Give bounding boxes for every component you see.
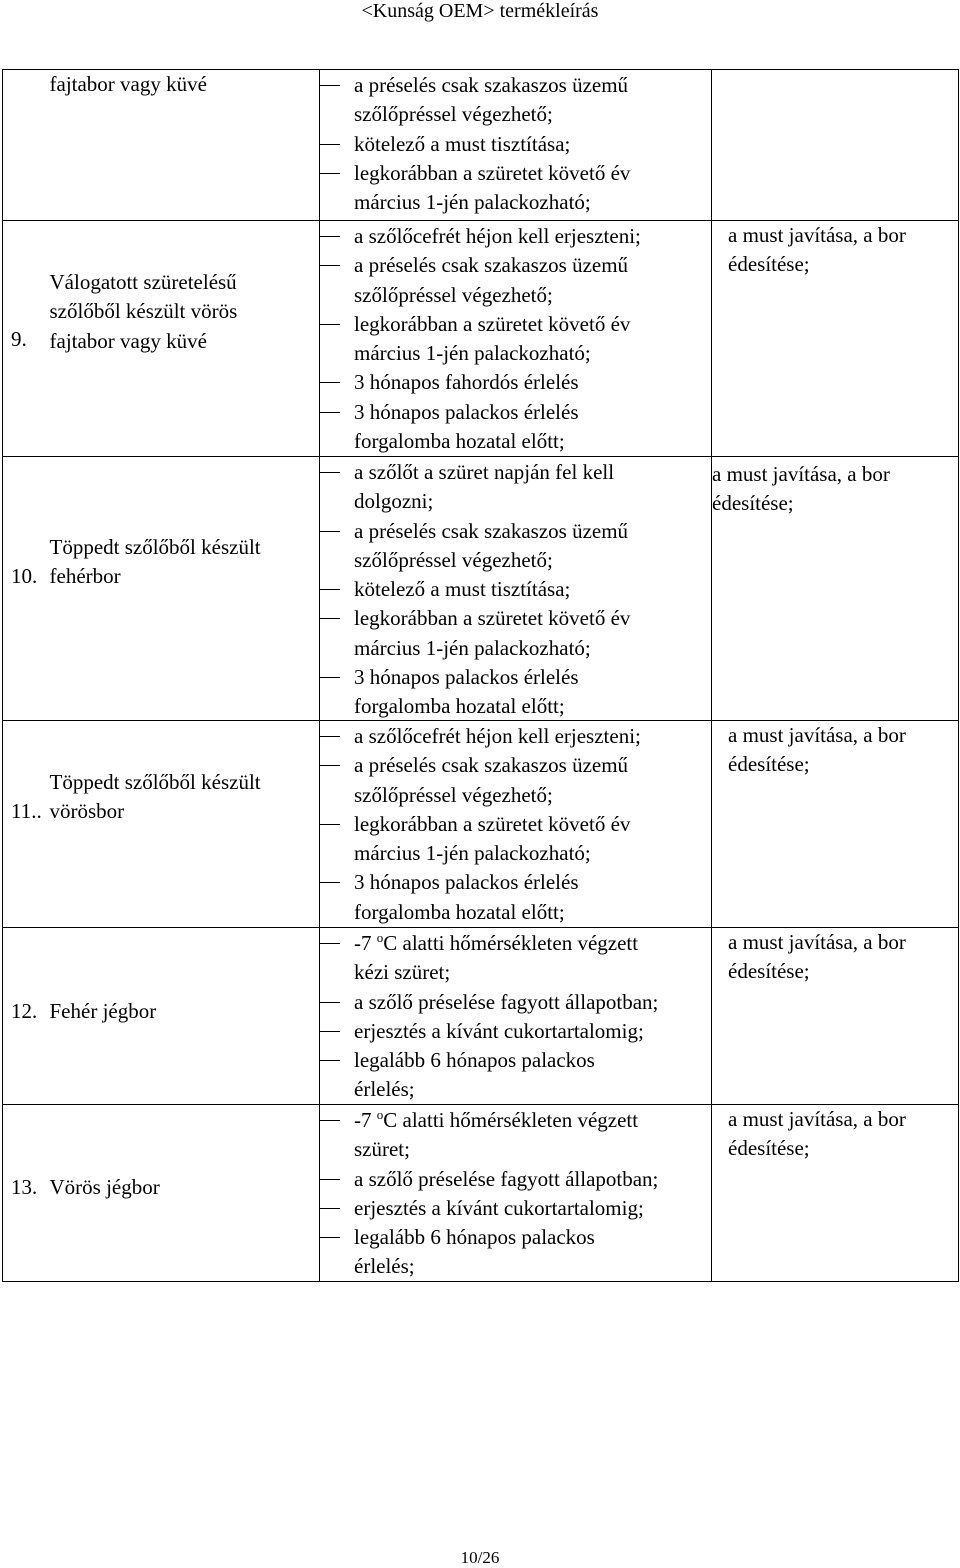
requirement-item — [320, 751, 711, 810]
requirement-line: a szőlő préselése fagyott állapotban; — [354, 989, 659, 1014]
requirements-list — [320, 929, 711, 1105]
list-dash-icon — [320, 677, 340, 678]
requirement-item — [320, 1165, 711, 1194]
row-number: 9. — [11, 327, 27, 351]
requirement-line: kézi szüret; — [354, 960, 451, 985]
list-dash-icon — [320, 1031, 340, 1032]
allowed-treatments-cell — [712, 457, 959, 721]
requirement-item — [320, 251, 711, 310]
treatment-line: a must javítása, a bor — [728, 930, 906, 954]
row-number: 11.. — [11, 799, 42, 823]
requirement-item — [320, 222, 711, 251]
wine-name-line: Fehér jégbor — [49, 999, 157, 1023]
row-number: 12. — [11, 999, 38, 1023]
requirement-item — [320, 368, 711, 397]
requirements-list — [320, 458, 711, 722]
requirement-line: a szőlőcefrét héjon kell erjeszteni; — [354, 224, 641, 248]
requirement-line: a szőlő préselése fagyott állapotban; — [354, 1166, 659, 1191]
list-dash-icon — [320, 824, 340, 825]
page-header: <Kunság OEM> termékleírás — [361, 0, 599, 22]
table-row — [3, 928, 959, 1105]
requirement-line: szőlőpréssel végezhető; — [354, 282, 553, 307]
list-dash-icon — [320, 472, 340, 473]
requirement-item — [320, 517, 711, 576]
list-dash-icon — [320, 1120, 340, 1121]
requirement-line: március 1-jén palackozható; — [354, 635, 591, 660]
requirement-line: legkorábban a szüretet követő év — [354, 811, 631, 836]
list-dash-icon — [320, 531, 340, 532]
requirement-item — [320, 575, 711, 604]
requirement-item — [320, 663, 711, 722]
requirement-line: 3 hónapos fahordós érlelés — [354, 370, 579, 395]
requirement-item — [320, 988, 711, 1017]
requirement-line: szőlőpréssel végezhető; — [354, 547, 553, 572]
requirement-line: kötelező a must tisztítása; — [354, 577, 571, 602]
temperature-value: -7 — [354, 1108, 372, 1132]
requirement-line: legkorábban a szüretet követő év — [354, 311, 631, 336]
requirement-line: 3 hónapos palackos érlelés — [354, 665, 579, 690]
wine-name-line: Töppedt szőlőből készült — [49, 535, 261, 559]
list-dash-icon — [320, 1208, 340, 1209]
requirements-list — [320, 1106, 711, 1282]
list-dash-icon — [320, 324, 340, 325]
requirement-line: szőlőpréssel végezhető; — [354, 102, 553, 127]
requirements-list — [320, 222, 711, 456]
degree-sign: o — [376, 930, 384, 945]
requirements-cell — [320, 70, 712, 221]
requirement-line: dolgozni; — [354, 489, 434, 514]
requirement-line — [354, 1106, 711, 1135]
table-row — [3, 1105, 959, 1282]
requirement-item — [320, 810, 711, 869]
requirement-item — [320, 722, 711, 751]
row-number-cell — [3, 928, 48, 1105]
page-number: 10/26 — [460, 1548, 500, 1567]
list-dash-icon — [320, 1060, 340, 1061]
treatment-line: édesítése; — [728, 252, 810, 277]
allowed-treatments-cell — [712, 721, 959, 928]
list-dash-icon — [320, 943, 340, 944]
requirement-line: március 1-jén palackozható; — [354, 841, 591, 866]
requirement-line: 3 hónapos palackos érlelés — [354, 870, 579, 895]
wine-name-line: fehérbor — [49, 564, 121, 589]
allowed-treatments — [712, 460, 890, 519]
requirement-item — [320, 1017, 711, 1046]
temperature-text: C alatti hőmérsékleten végzett — [383, 1108, 639, 1132]
wine-name — [50, 768, 261, 827]
table-row — [3, 221, 959, 457]
list-dash-icon — [320, 144, 340, 145]
wine-name-line: fajtabor vagy küvé — [49, 328, 207, 353]
wine-name-cell — [48, 221, 320, 457]
row-number-cell — [3, 1105, 48, 1282]
requirement-line — [354, 929, 711, 958]
list-dash-icon — [320, 265, 340, 266]
allowed-treatments — [728, 928, 906, 987]
treatment-line: a must javítása, a bor — [728, 223, 906, 247]
wine-name — [50, 70, 207, 99]
requirement-item — [320, 130, 711, 159]
treatment-line: édesítése; — [728, 959, 810, 984]
requirement-line: forgalomba hozatal előtt; — [354, 429, 565, 454]
requirement-item — [320, 310, 711, 369]
allowed-treatments-cell — [712, 221, 959, 457]
list-dash-icon — [320, 618, 340, 619]
degree-sign: o — [376, 1107, 384, 1122]
list-dash-icon — [320, 1237, 340, 1238]
requirements-list — [320, 71, 711, 217]
wine-name-line: Töppedt szőlőből készült — [49, 770, 261, 794]
list-dash-icon — [320, 85, 340, 86]
temperature-value: -7 — [354, 931, 372, 955]
requirement-line: érlelés; — [354, 1077, 415, 1102]
list-dash-icon — [320, 173, 340, 174]
wine-name-line: Válogatott szüretelésű — [49, 270, 237, 294]
allowed-treatments — [728, 221, 906, 280]
wine-requirements-table — [2, 69, 959, 1282]
requirement-line: legalább 6 hónapos palackos — [354, 1048, 595, 1073]
requirements-cell — [320, 457, 712, 721]
requirement-item — [320, 458, 711, 517]
table-row — [3, 70, 959, 221]
requirement-line: szüret; — [354, 1137, 410, 1162]
requirement-line: kötelező a must tisztítása; — [354, 131, 571, 156]
treatment-line: a must javítása, a bor — [712, 462, 890, 486]
requirement-line: 3 hónapos palackos érlelés — [354, 399, 579, 424]
requirement-item — [320, 1046, 711, 1105]
requirement-line: legkorábban a szüretet követő év — [354, 606, 631, 631]
requirement-item — [320, 1106, 711, 1165]
requirements-cell — [320, 1105, 712, 1282]
requirement-line: legalább 6 hónapos palackos — [354, 1225, 595, 1250]
treatment-line: a must javítása, a bor — [728, 723, 906, 747]
requirement-line: szőlőpréssel végezhető; — [354, 782, 553, 807]
requirement-line: érlelés; — [354, 1254, 415, 1279]
list-dash-icon — [320, 236, 340, 237]
requirement-item — [320, 1223, 711, 1282]
wine-name-line: Vörös jégbor — [49, 1175, 160, 1199]
allowed-treatments — [728, 721, 906, 780]
requirement-line: március 1-jén palackozható; — [354, 341, 591, 366]
list-dash-icon — [320, 882, 340, 883]
row-number-cell — [3, 221, 48, 457]
temperature-text: C alatti hőmérsékleten végzett — [383, 931, 639, 955]
requirement-line: március 1-jén palackozható; — [354, 190, 591, 215]
requirement-line: a préselés csak szakaszos üzemű — [354, 753, 629, 778]
requirement-line: a szőlőcefrét héjon kell erjeszteni; — [354, 724, 641, 748]
row-number-cell — [3, 70, 48, 221]
allowed-treatments-cell — [712, 70, 959, 221]
requirements-list — [320, 722, 711, 927]
allowed-treatments — [728, 1105, 906, 1164]
list-dash-icon — [320, 1179, 340, 1180]
wine-name-line: fajtabor vagy küvé — [49, 72, 207, 96]
list-dash-icon — [320, 1002, 340, 1003]
treatment-line: édesítése; — [728, 752, 810, 777]
requirement-item — [320, 868, 711, 927]
wine-name — [50, 997, 157, 1026]
requirement-item — [320, 929, 711, 988]
requirement-item — [320, 604, 711, 663]
wine-name-cell — [48, 721, 320, 928]
treatment-line: édesítése; — [712, 491, 794, 516]
wine-name — [50, 268, 238, 356]
requirement-line: a préselés csak szakaszos üzemű — [354, 518, 629, 543]
wine-name — [50, 1173, 160, 1202]
requirement-item — [320, 71, 711, 130]
wine-name — [50, 533, 261, 592]
requirements-cell — [320, 928, 712, 1105]
requirement-line: erjesztés a kívánt cukortartalomig; — [354, 1018, 644, 1043]
requirement-line: legkorábban a szüretet követő év — [354, 160, 631, 185]
requirement-line: erjesztés a kívánt cukortartalomig; — [354, 1195, 644, 1220]
requirement-line: a préselés csak szakaszos üzemű — [354, 253, 629, 278]
requirement-item — [320, 398, 711, 457]
row-number-cell — [3, 721, 48, 928]
list-dash-icon — [320, 765, 340, 766]
requirement-line: forgalomba hozatal előtt; — [354, 694, 565, 719]
wine-name-cell — [48, 457, 320, 721]
wine-name-cell — [48, 928, 320, 1105]
requirement-item — [320, 1194, 711, 1223]
row-number-cell — [3, 457, 48, 721]
row-number: 10. — [11, 564, 38, 588]
requirement-line: a préselés csak szakaszos üzemű — [354, 73, 629, 97]
requirement-item — [320, 159, 711, 218]
table-row — [3, 457, 959, 721]
wine-name-line: vörösbor — [49, 799, 125, 824]
allowed-treatments-cell — [712, 1105, 959, 1282]
wine-name-line: szőlőből készült vörös — [49, 299, 238, 324]
wine-name-cell — [48, 70, 320, 221]
row-number: 13. — [11, 1175, 38, 1199]
list-dash-icon — [320, 412, 340, 413]
requirements-cell — [320, 221, 712, 457]
list-dash-icon — [320, 736, 340, 737]
list-dash-icon — [320, 382, 340, 383]
treatment-line: a must javítása, a bor — [728, 1107, 906, 1131]
requirement-line: a szőlőt a szüret napján fel kell — [354, 460, 615, 484]
wine-name-cell — [48, 1105, 320, 1282]
treatment-line: édesítése; — [728, 1136, 810, 1161]
allowed-treatments-cell — [712, 928, 959, 1105]
requirement-line: forgalomba hozatal előtt; — [354, 899, 565, 924]
table-row — [3, 721, 959, 928]
requirements-cell — [320, 721, 712, 928]
list-dash-icon — [320, 589, 340, 590]
